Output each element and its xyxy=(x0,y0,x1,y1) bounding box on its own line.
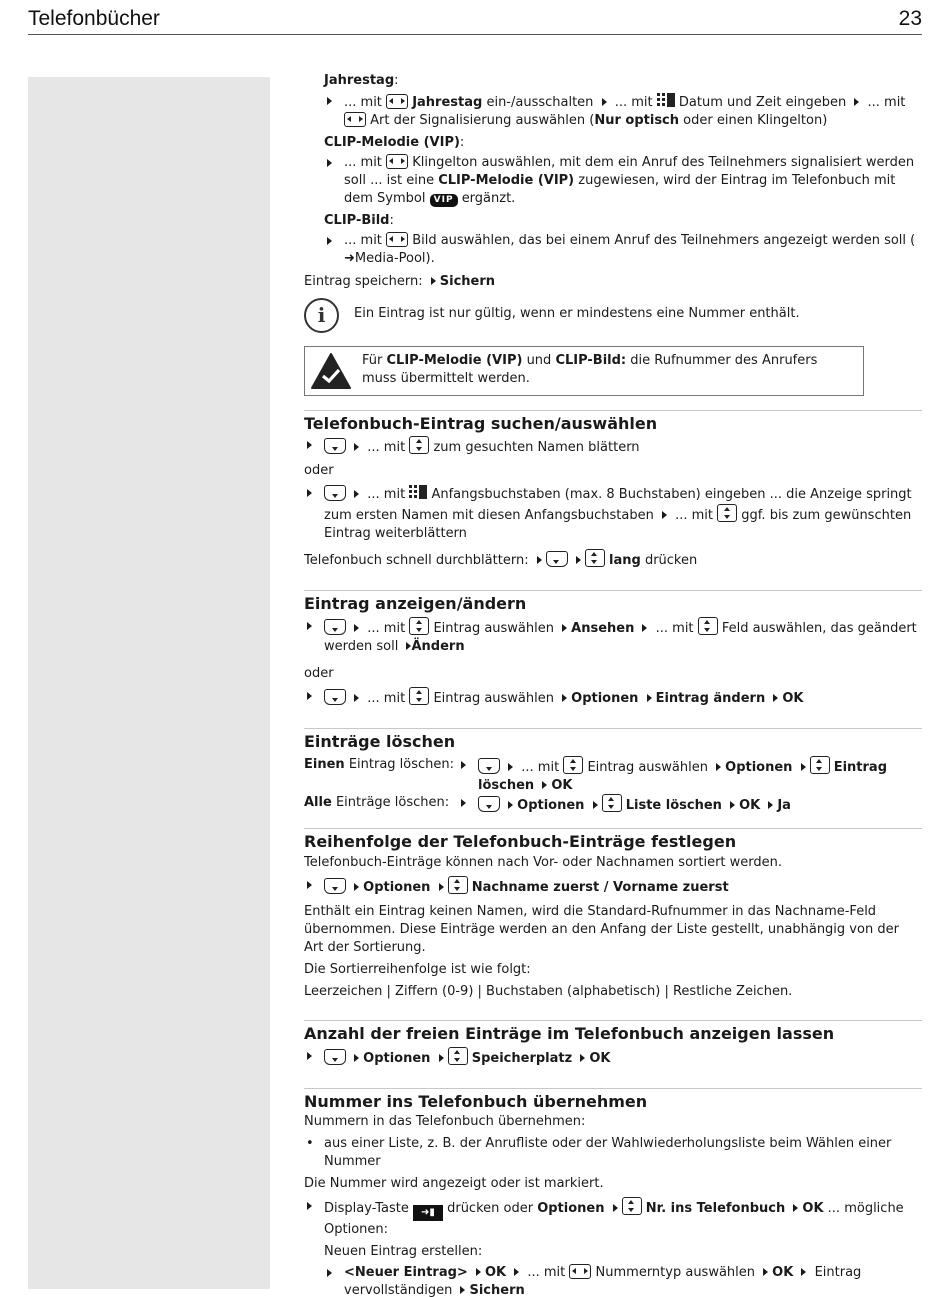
step-arrow-icon xyxy=(307,441,312,449)
text-bold: Einen xyxy=(304,757,345,772)
nav-up-down-key-icon xyxy=(698,617,718,635)
text-bold: CLIP-Melodie (VIP) xyxy=(438,173,575,188)
jahrestag-heading: Jahrestag: xyxy=(324,73,399,88)
text-bold: Jahrestag xyxy=(412,95,483,110)
nav-up-down-key-icon xyxy=(622,1197,642,1215)
text-bold: Eintrag ändern xyxy=(655,691,766,706)
nav-up-down-key-icon xyxy=(409,436,429,454)
paragraph: Enthält ein Eintrag keinen Namen, wird die Standard-Rufnummer in das Nachname-Feld übernommen. Diese Einträge werden an den Anfang der Liste gestellt, unabhängig von der Art der Sortierung. xyxy=(304,904,899,955)
nav-left-right-key-icon xyxy=(344,112,366,127)
step-arrow-icon xyxy=(514,1268,519,1276)
text-bold: OK xyxy=(772,1265,794,1280)
clip-melodie-label: CLIP-Melodie (VIP) xyxy=(324,135,460,150)
step-row xyxy=(304,876,922,897)
text: und xyxy=(526,353,552,368)
step-arrow-icon xyxy=(307,489,312,497)
nav-left-right-key-icon xyxy=(569,1264,591,1279)
text-bold: OK xyxy=(484,1265,507,1280)
delete-one-row xyxy=(304,756,922,794)
text-bold: Speicherplatz xyxy=(471,1051,573,1066)
step-row xyxy=(304,1197,922,1239)
text-bold: Eintrag löschen xyxy=(478,760,888,793)
text-bold: Alle xyxy=(304,795,332,810)
text-bold: Nr. ins Telefonbuch xyxy=(645,1201,786,1216)
section-view-edit-entry xyxy=(304,590,922,708)
section-title: Telefonbuch-Eintrag suchen/auswählen xyxy=(304,414,658,433)
text: Eintrag auswählen xyxy=(433,691,554,706)
nav-up-down-key-icon xyxy=(563,756,583,774)
bullet-item xyxy=(304,1135,922,1171)
step-arrow-icon xyxy=(439,883,444,891)
step-row xyxy=(304,1264,922,1297)
step-row xyxy=(304,617,922,656)
step-arrow-icon xyxy=(562,694,567,702)
text: ... mit xyxy=(367,440,406,455)
text-bold: Optionen xyxy=(571,691,639,706)
text-bold: CLIP-Melodie (VIP) xyxy=(386,353,523,368)
text: ... mit xyxy=(521,760,560,775)
text-bold: Optionen xyxy=(725,760,793,775)
clip-bild-step xyxy=(324,232,922,268)
step-arrow-icon xyxy=(768,801,773,809)
step-arrow-icon xyxy=(307,1052,312,1060)
info-note-text: Ein Eintrag ist nur gültig, wenn er mindestens eine Nummer enthält. xyxy=(354,306,800,321)
row-label xyxy=(304,794,454,812)
step-row xyxy=(304,1047,922,1068)
text-bold: Nachname zuerst / Vorname zuerst xyxy=(471,880,729,895)
jahrestag-step xyxy=(324,92,922,130)
section-title: Einträge löschen xyxy=(304,732,456,751)
step-arrow-icon xyxy=(580,1054,585,1062)
paragraph: Die Nummer wird angezeigt oder ist markiert. xyxy=(304,1176,604,1191)
jahrestag-label: Jahrestag xyxy=(324,73,395,88)
step-arrow-icon xyxy=(460,1286,465,1294)
warning-note-text xyxy=(362,352,855,388)
text: ... mögliche Optionen: xyxy=(324,1201,904,1237)
step-arrow-icon xyxy=(354,883,359,891)
text: ... mit xyxy=(344,95,382,110)
step-row xyxy=(304,436,922,457)
text-bold: Optionen xyxy=(517,798,585,813)
text-bold: OK xyxy=(802,1201,824,1216)
step-arrow-icon xyxy=(773,694,778,702)
text: drücken xyxy=(644,553,698,568)
step-arrow-icon xyxy=(508,801,513,809)
text: ... mit xyxy=(367,487,406,502)
side-panel xyxy=(28,77,270,1289)
step-arrow-icon xyxy=(354,694,359,702)
nav-down-key-icon xyxy=(324,1049,346,1065)
step-arrow-icon xyxy=(431,277,436,285)
bullet-icon: • xyxy=(306,1136,314,1151)
text-bold: Optionen xyxy=(537,1201,605,1216)
warning-check-icon xyxy=(311,352,351,390)
text: Eintrag vervollständigen xyxy=(344,1265,862,1297)
nav-up-down-key-icon xyxy=(409,617,429,635)
page-content xyxy=(304,72,922,1297)
section-title: Anzahl der freien Einträge im Telefonbuch anzeigen lassen xyxy=(304,1024,835,1043)
text: Feld auswählen, das geändert werden soll xyxy=(324,621,917,654)
step-arrow-icon xyxy=(537,556,542,564)
section-sort-order xyxy=(304,828,922,1001)
text-bold: Optionen xyxy=(363,880,431,895)
step-arrow-icon xyxy=(307,692,312,700)
clip-melodie-heading: CLIP-Melodie (VIP): xyxy=(324,135,465,150)
oder-text: oder xyxy=(304,666,334,681)
text: ... mit xyxy=(367,621,406,636)
step-arrow-icon xyxy=(801,763,806,771)
text-bold: OK xyxy=(551,778,573,793)
keypad-icon xyxy=(657,92,675,109)
step-arrow-icon xyxy=(327,159,332,167)
text-bold: Sichern xyxy=(439,274,496,289)
oder-text: oder xyxy=(304,463,334,478)
clip-bild-heading: CLIP-Bild: xyxy=(324,213,394,228)
nav-down-key-icon xyxy=(324,485,346,501)
clip-bild-label: CLIP-Bild xyxy=(324,213,390,228)
nav-down-key-icon xyxy=(478,796,500,812)
row-label xyxy=(304,756,454,774)
header-rule xyxy=(28,34,922,35)
step-arrow-icon xyxy=(562,624,567,632)
paragraph: Telefonbuch-Einträge können nach Vor- oder Nachnamen sortiert werden. xyxy=(304,855,783,870)
paragraph: Neuen Eintrag erstellen: xyxy=(324,1244,483,1259)
step-arrow-icon xyxy=(542,781,547,789)
nav-down-key-icon xyxy=(324,689,346,705)
text: Anfangsbuchstaben (max. 8 Buchstaben) eingeben ... die Anzeige springt zum ersten Namen mit diesen Anfangsbuchstaben xyxy=(324,487,912,523)
text: Klingelton auswählen, mit dem ein Anruf des Teilnehmers signalisiert werden soll ... ist eine xyxy=(344,155,915,188)
nav-left-right-key-icon xyxy=(386,232,408,247)
section-title: Eintrag anzeigen/ändern xyxy=(304,594,527,613)
section-take-number xyxy=(304,1088,922,1297)
info-note xyxy=(304,298,922,338)
text: zum gesuchten Namen blättern xyxy=(433,440,640,455)
nav-down-key-icon xyxy=(324,619,346,635)
nav-left-right-key-icon xyxy=(386,154,408,169)
delete-all-row xyxy=(304,794,922,816)
keypad-icon xyxy=(409,484,427,501)
paragraph: Leerzeichen | Ziffern (0-9) | Buchstaben (alphabetisch) | Restliche Zeichen. xyxy=(304,984,793,999)
step-arrow-icon xyxy=(716,763,721,771)
step-arrow-icon xyxy=(307,1202,312,1210)
nav-up-down-key-icon xyxy=(448,1047,468,1065)
nav-up-down-key-icon xyxy=(810,756,830,774)
nav-up-down-key-icon xyxy=(585,549,605,567)
text-bold: <Neuer Eintrag> xyxy=(344,1265,468,1280)
text-bold: Ja xyxy=(777,798,791,813)
step-arrow-icon xyxy=(354,624,359,632)
clip-melodie-step xyxy=(324,154,922,208)
step-arrow-icon xyxy=(307,622,312,630)
text: Bild auswählen, das bei einem Anruf des Teilnehmers angezeigt werden soll ( xyxy=(412,233,916,248)
text: oder einen Klingelton) xyxy=(683,113,828,128)
page-number: 23 xyxy=(898,7,922,30)
nav-down-key-icon xyxy=(546,551,568,567)
text: Einträge löschen: xyxy=(335,795,450,810)
text-bold: lang xyxy=(609,553,641,568)
step-arrow-icon xyxy=(662,511,667,519)
page-header-title: Telefonbücher xyxy=(28,7,160,30)
step-arrow-icon xyxy=(327,237,332,245)
nav-down-key-icon xyxy=(478,758,500,774)
text-bold: CLIP-Bild: xyxy=(555,353,627,368)
warning-note xyxy=(304,346,864,396)
step-arrow-icon xyxy=(476,1268,481,1276)
text: zugewiesen, wird der Eintrag im Telefonbuch mit dem Symbol xyxy=(344,173,896,206)
step-arrow-icon xyxy=(647,694,652,702)
step-arrow-icon xyxy=(354,443,359,451)
step-arrow-icon xyxy=(327,97,332,105)
text: ... mit xyxy=(675,508,714,523)
text-bold: Ändern xyxy=(411,639,465,654)
row-steps xyxy=(458,794,922,815)
nav-up-down-key-icon xyxy=(409,687,429,705)
text-bold: Nur optisch xyxy=(594,113,680,128)
step-arrow-icon xyxy=(327,1269,332,1277)
section-free-entries xyxy=(304,1020,922,1068)
text-bold: Ansehen xyxy=(571,621,635,636)
save-entry-line xyxy=(304,273,922,291)
text-bold: Sichern xyxy=(469,1283,525,1297)
step-arrow-icon xyxy=(508,763,513,771)
step-arrow-icon xyxy=(613,1204,618,1212)
nav-down-key-icon xyxy=(324,438,346,454)
step-arrow-icon xyxy=(576,556,581,564)
nav-up-down-key-icon xyxy=(717,504,737,522)
text: aus einer Liste, z. B. der Anrufliste oder der Wahlwiederholungsliste beim Wählen einer Nummer xyxy=(324,1136,892,1169)
section-delete-entries xyxy=(304,728,922,816)
text-bold: OK xyxy=(589,1051,611,1066)
text: Eintrag auswählen xyxy=(433,621,554,636)
step-arrow-icon xyxy=(602,98,607,106)
paragraph: Nummern in das Telefonbuch übernehmen: xyxy=(304,1114,586,1129)
step-arrow-icon xyxy=(801,1268,806,1276)
text: Nummerntyp auswählen xyxy=(595,1265,756,1280)
text: ... mit xyxy=(867,95,906,110)
text: ... mit xyxy=(344,155,382,170)
text: ein-/ausschalten xyxy=(486,95,594,110)
text: Datum und Zeit eingeben xyxy=(678,95,847,110)
text: Display-Taste xyxy=(324,1201,409,1216)
section-title: Reihenfolge der Telefonbuch-Einträge festlegen xyxy=(304,832,737,851)
step-arrow-icon xyxy=(854,98,859,106)
step-row xyxy=(304,687,922,708)
text: Für xyxy=(362,353,383,368)
text: Eintrag speichern: xyxy=(304,274,423,289)
see-reference-arrow-icon: ➜ xyxy=(344,251,355,266)
nav-left-right-key-icon xyxy=(386,94,408,109)
text: Art der Signalisierung auswählen ( xyxy=(370,113,595,128)
text: ... mit xyxy=(344,233,382,248)
text: ... mit xyxy=(614,95,653,110)
nav-down-key-icon xyxy=(324,878,346,894)
step-arrow-icon xyxy=(593,801,598,809)
vip-symbol-icon: VIP xyxy=(430,194,458,207)
text: ergänzt. xyxy=(461,191,516,206)
info-icon: i xyxy=(304,298,339,333)
step-arrow-icon xyxy=(793,1204,798,1212)
nav-up-down-key-icon xyxy=(448,876,468,894)
fast-scroll-line xyxy=(304,549,922,570)
step-arrow-icon xyxy=(642,624,647,632)
step-arrow-icon xyxy=(763,1268,768,1276)
step-arrow-icon xyxy=(439,1054,444,1062)
step-arrow-icon xyxy=(354,490,359,498)
step-arrow-icon xyxy=(307,881,312,889)
text: ... mit xyxy=(527,1265,566,1280)
step-arrow-icon xyxy=(730,801,735,809)
text: Media-Pool). xyxy=(354,251,435,266)
text: ggf. bis zum gewünschten Eintrag weiterblättern xyxy=(324,508,912,541)
nav-up-down-key-icon xyxy=(602,794,622,812)
section-title: Nummer ins Telefonbuch übernehmen xyxy=(304,1092,648,1111)
text: ... mit xyxy=(655,621,694,636)
display-key-icon: ➜▮ xyxy=(413,1205,443,1221)
text: Eintrag auswählen xyxy=(587,760,708,775)
text-bold: OK xyxy=(739,798,761,813)
row-steps xyxy=(458,756,922,795)
text: Telefonbuch schnell durchblättern: xyxy=(304,553,529,568)
step-arrow-icon xyxy=(461,761,466,769)
jahrestag-block xyxy=(304,72,922,268)
text-bold: OK xyxy=(782,691,804,706)
text: ... mit xyxy=(367,691,406,706)
text-bold: Liste löschen xyxy=(625,798,722,813)
section-search-entry xyxy=(304,410,922,570)
text: die Rufnummer des Anrufers muss übermittelt werden. xyxy=(362,353,818,386)
step-arrow-icon xyxy=(354,1054,359,1062)
paragraph: Die Sortierreihenfolge ist wie folgt: xyxy=(304,962,531,977)
text: drücken oder xyxy=(447,1201,534,1216)
text: Eintrag löschen: xyxy=(348,757,455,772)
step-row xyxy=(304,484,922,543)
text-bold: Optionen xyxy=(363,1051,431,1066)
step-arrow-icon xyxy=(461,799,466,807)
